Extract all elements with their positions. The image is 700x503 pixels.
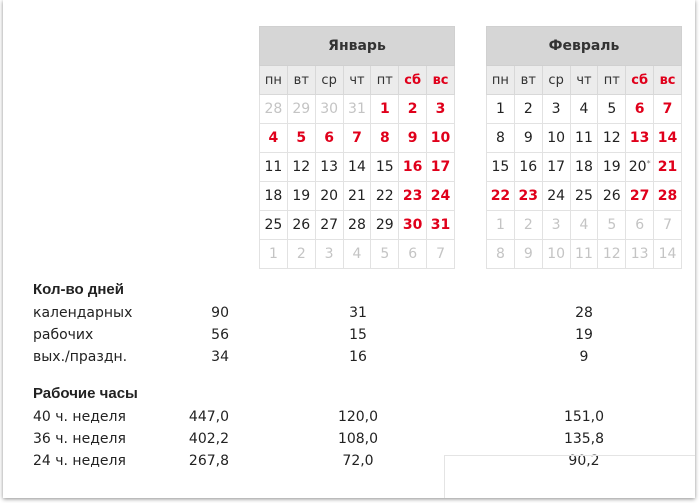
day-number: 20: [320, 188, 339, 204]
row-label: 40 ч. неделя: [33, 409, 126, 425]
day-cell[interactable]: [427, 95, 455, 124]
stats-row: [33, 346, 673, 368]
day-cell[interactable]: [343, 95, 371, 124]
day-number: 18: [264, 188, 283, 204]
day-number: 26: [292, 217, 311, 233]
weekday-header: ср: [542, 66, 570, 95]
day-number: 10: [547, 130, 566, 146]
day-number: 29: [292, 101, 311, 117]
day-number: 24: [547, 188, 566, 204]
total-value: 90: [211, 305, 229, 321]
day-number: 23: [518, 188, 539, 204]
day-cell[interactable]: [371, 95, 399, 124]
day-number: 5: [296, 130, 307, 146]
day-number: 5: [607, 101, 617, 117]
day-cell[interactable]: [260, 211, 288, 240]
days-section-title: Кол-во дней: [33, 281, 124, 298]
day-cell[interactable]: [287, 153, 315, 182]
day-number: 7: [662, 101, 673, 117]
week-row: [487, 153, 682, 182]
day-number: 1: [379, 101, 390, 117]
total-value: 56: [211, 327, 229, 343]
day-number: 7: [352, 130, 362, 146]
row-label: 36 ч. неделя: [33, 431, 126, 447]
day-number: 16: [519, 159, 538, 175]
day-cell[interactable]: [570, 153, 598, 182]
day-cell[interactable]: [260, 124, 288, 153]
day-number: 8: [495, 246, 505, 262]
day-number: 18: [575, 159, 593, 175]
february-value: 135,8: [563, 431, 605, 447]
day-cell[interactable]: [343, 182, 371, 211]
day-number: 28: [264, 101, 283, 117]
day-cell[interactable]: [542, 124, 570, 153]
day-number: 6: [635, 217, 645, 233]
day-cell[interactable]: [626, 211, 654, 240]
day-cell[interactable]: [287, 182, 315, 211]
month-title: Январь: [260, 27, 455, 66]
day-cell[interactable]: [371, 182, 399, 211]
january-value: 120,0: [337, 409, 379, 425]
day-cell[interactable]: [626, 153, 654, 182]
row-label: 24 ч. неделя: [33, 453, 126, 469]
day-number: 8: [379, 130, 390, 146]
day-number: 5: [380, 246, 390, 262]
day-number: 9: [407, 130, 418, 146]
day-number: 28: [348, 217, 366, 233]
hours-section-title: Рабочие часы: [33, 385, 138, 402]
day-number: 17: [547, 159, 566, 175]
day-cell[interactable]: [315, 95, 343, 124]
row-label: рабочих: [33, 327, 94, 343]
day-number: 9: [523, 130, 533, 146]
day-cell[interactable]: [427, 153, 455, 182]
week-row: [260, 153, 455, 182]
day-number: 22: [490, 188, 511, 204]
day-number: 25: [264, 217, 283, 233]
day-cell[interactable]: [371, 153, 399, 182]
day-cell[interactable]: [514, 124, 542, 153]
day-cell[interactable]: [343, 153, 371, 182]
day-number: 27: [629, 188, 650, 204]
day-number: 9: [523, 246, 533, 262]
day-number: 14: [348, 159, 366, 175]
day-cell[interactable]: [514, 95, 542, 124]
day-number: 4: [352, 246, 362, 262]
day-number: 11: [264, 159, 283, 175]
day-cell[interactable]: [626, 95, 654, 124]
day-number: 6: [634, 101, 645, 117]
day-cell[interactable]: [626, 240, 654, 269]
day-number: 8: [495, 130, 505, 146]
week-row: [260, 211, 455, 240]
weekday-header: сб: [626, 66, 654, 95]
week-row: [487, 211, 682, 240]
week-row: [260, 240, 455, 269]
february-value: 9: [579, 349, 589, 365]
day-cell[interactable]: [371, 124, 399, 153]
day-cell[interactable]: [315, 182, 343, 211]
day-number: 12: [602, 246, 621, 262]
day-number: 11: [575, 130, 593, 146]
day-number: 30: [402, 217, 423, 233]
day-cell[interactable]: [427, 124, 455, 153]
day-number: 22: [375, 188, 394, 204]
day-number: 29: [375, 217, 394, 233]
day-number: 3: [551, 101, 561, 117]
day-cell[interactable]: [487, 124, 515, 153]
day-number: 3: [324, 246, 334, 262]
day-number: 14: [658, 246, 677, 262]
stats-row: [33, 428, 673, 450]
day-cell[interactable]: [514, 182, 542, 211]
february-value: 151,0: [563, 409, 605, 425]
day-number: 4: [579, 217, 589, 233]
calendar-january: [259, 26, 455, 269]
day-cell[interactable]: [427, 211, 455, 240]
day-number: 1: [268, 246, 278, 262]
day-cell[interactable]: [654, 153, 682, 182]
day-cell[interactable]: [315, 124, 343, 153]
weekday-header: вс: [427, 66, 455, 95]
january-value: 31: [349, 305, 367, 321]
day-number: 5: [607, 217, 617, 233]
day-cell[interactable]: [287, 211, 315, 240]
day-number: 28: [657, 188, 678, 204]
day-cell[interactable]: [542, 211, 570, 240]
day-cell[interactable]: [570, 240, 598, 269]
february-value: 28: [575, 305, 593, 321]
day-number: 2: [407, 101, 418, 117]
calendar-panel: [3, 0, 695, 498]
day-cell[interactable]: [570, 124, 598, 153]
february-value: 90,2: [568, 453, 600, 469]
day-number: 27: [320, 217, 339, 233]
day-number: 15: [491, 159, 510, 175]
week-row: [260, 95, 455, 124]
day-cell[interactable]: [399, 211, 427, 240]
day-number: 15: [375, 159, 394, 175]
day-cell[interactable]: [260, 95, 288, 124]
weekday-header: пн: [487, 66, 515, 95]
weekday-header: пт: [371, 66, 399, 95]
day-number: 19: [602, 159, 621, 175]
day-cell[interactable]: [260, 240, 288, 269]
day-cell[interactable]: [654, 124, 682, 153]
day-number: 26: [602, 188, 621, 204]
day-number: 10: [430, 130, 451, 146]
total-value: 34: [211, 349, 229, 365]
day-cell[interactable]: [598, 124, 626, 153]
day-cell[interactable]: [514, 153, 542, 182]
weekday-header: чт: [570, 66, 598, 95]
day-cell[interactable]: [487, 211, 515, 240]
week-row: [487, 240, 682, 269]
day-number: 13: [320, 159, 339, 175]
week-row: [487, 124, 682, 153]
day-cell[interactable]: [514, 211, 542, 240]
day-cell[interactable]: [287, 124, 315, 153]
january-value: 72,0: [342, 453, 374, 469]
day-cell[interactable]: [399, 124, 427, 153]
day-number: 6: [408, 246, 418, 262]
footer-box: [444, 455, 695, 498]
day-number: 1: [495, 217, 505, 233]
day-cell[interactable]: [487, 182, 515, 211]
day-number: 17: [430, 159, 451, 175]
weekday-header: чт: [343, 66, 371, 95]
day-cell[interactable]: [570, 182, 598, 211]
day-cell[interactable]: [626, 182, 654, 211]
day-cell[interactable]: [399, 153, 427, 182]
day-cell[interactable]: [399, 240, 427, 269]
day-cell[interactable]: [542, 95, 570, 124]
day-cell[interactable]: [427, 240, 455, 269]
day-cell[interactable]: [315, 211, 343, 240]
day-cell[interactable]: [343, 211, 371, 240]
day-number: 4: [268, 130, 279, 146]
month-title: Февраль: [487, 27, 682, 66]
stats-row: [33, 406, 673, 428]
january-value: 15: [349, 327, 367, 343]
row-label: вых./праздн.: [33, 349, 128, 365]
total-value: 402,2: [188, 431, 229, 447]
stats-row: [33, 302, 673, 324]
day-cell[interactable]: [542, 182, 570, 211]
day-number: 2: [523, 217, 533, 233]
day-cell[interactable]: [315, 240, 343, 269]
day-cell[interactable]: [654, 240, 682, 269]
day-cell[interactable]: [598, 95, 626, 124]
day-number: 11: [575, 246, 593, 262]
total-value: 267,8: [188, 453, 229, 469]
weekday-header: пт: [598, 66, 626, 95]
february-value: 19: [575, 327, 593, 343]
day-cell[interactable]: [287, 240, 315, 269]
day-cell[interactable]: [542, 153, 570, 182]
day-number: 13: [629, 130, 650, 146]
day-number: 7: [663, 217, 672, 233]
day-number: 25: [575, 188, 593, 204]
day-number: 24: [430, 188, 451, 204]
day-cell[interactable]: [570, 95, 598, 124]
day-cell[interactable]: [598, 153, 626, 182]
day-number: 6: [324, 130, 334, 146]
day-cell[interactable]: [487, 153, 515, 182]
day-number: 13: [630, 246, 649, 262]
day-cell[interactable]: [598, 211, 626, 240]
day-number: 3: [435, 101, 446, 117]
day-note-mark: *: [646, 159, 651, 168]
weekday-header: вт: [514, 66, 542, 95]
week-row: [260, 124, 455, 153]
day-number: 20: [628, 159, 647, 175]
stats-row: [33, 324, 673, 346]
day-cell[interactable]: [287, 95, 315, 124]
day-cell[interactable]: [371, 211, 399, 240]
day-cell[interactable]: [343, 240, 371, 269]
day-cell[interactable]: [315, 153, 343, 182]
day-cell[interactable]: [626, 124, 654, 153]
week-row: [487, 95, 682, 124]
day-cell[interactable]: [654, 211, 682, 240]
day-cell[interactable]: [427, 182, 455, 211]
week-row: [260, 182, 455, 211]
weekday-header: пн: [260, 66, 288, 95]
day-number: 2: [296, 246, 306, 262]
row-label: календарных: [33, 305, 133, 321]
day-cell[interactable]: [487, 95, 515, 124]
day-number: 31: [430, 217, 451, 233]
day-cell[interactable]: [260, 153, 288, 182]
day-number: 21: [348, 188, 366, 204]
day-number: 19: [292, 188, 311, 204]
day-cell[interactable]: [654, 182, 682, 211]
day-number: 12: [292, 159, 311, 175]
day-number: 31: [348, 101, 366, 117]
day-number: 4: [579, 101, 589, 117]
day-number: 12: [602, 130, 621, 146]
day-cell[interactable]: [654, 95, 682, 124]
day-number: 2: [523, 101, 533, 117]
total-value: 447,0: [188, 409, 229, 425]
day-number: 30: [320, 101, 339, 117]
weekday-header: вт: [287, 66, 315, 95]
calendar-february: [486, 26, 682, 269]
day-cell[interactable]: [371, 240, 399, 269]
day-cell[interactable]: [399, 95, 427, 124]
day-number: 10: [547, 246, 566, 262]
weekday-header: ср: [315, 66, 343, 95]
day-cell[interactable]: [260, 182, 288, 211]
day-cell[interactable]: [598, 240, 626, 269]
statistics: [33, 278, 673, 472]
january-value: 108,0: [337, 431, 379, 447]
day-number: 21: [657, 159, 678, 175]
day-cell[interactable]: [570, 211, 598, 240]
day-cell[interactable]: [514, 240, 542, 269]
day-cell[interactable]: [343, 124, 371, 153]
day-number: 14: [657, 130, 678, 146]
day-number: 1: [495, 101, 505, 117]
day-cell[interactable]: [598, 182, 626, 211]
day-number: 23: [402, 188, 423, 204]
day-cell[interactable]: [487, 240, 515, 269]
january-value: 16: [349, 349, 367, 365]
weekday-header: сб: [399, 66, 427, 95]
day-cell[interactable]: [399, 182, 427, 211]
day-number: 16: [402, 159, 423, 175]
day-number: 7: [436, 246, 445, 262]
day-cell[interactable]: [542, 240, 570, 269]
day-number: 3: [551, 217, 561, 233]
week-row: [487, 182, 682, 211]
weekday-header: вс: [654, 66, 682, 95]
